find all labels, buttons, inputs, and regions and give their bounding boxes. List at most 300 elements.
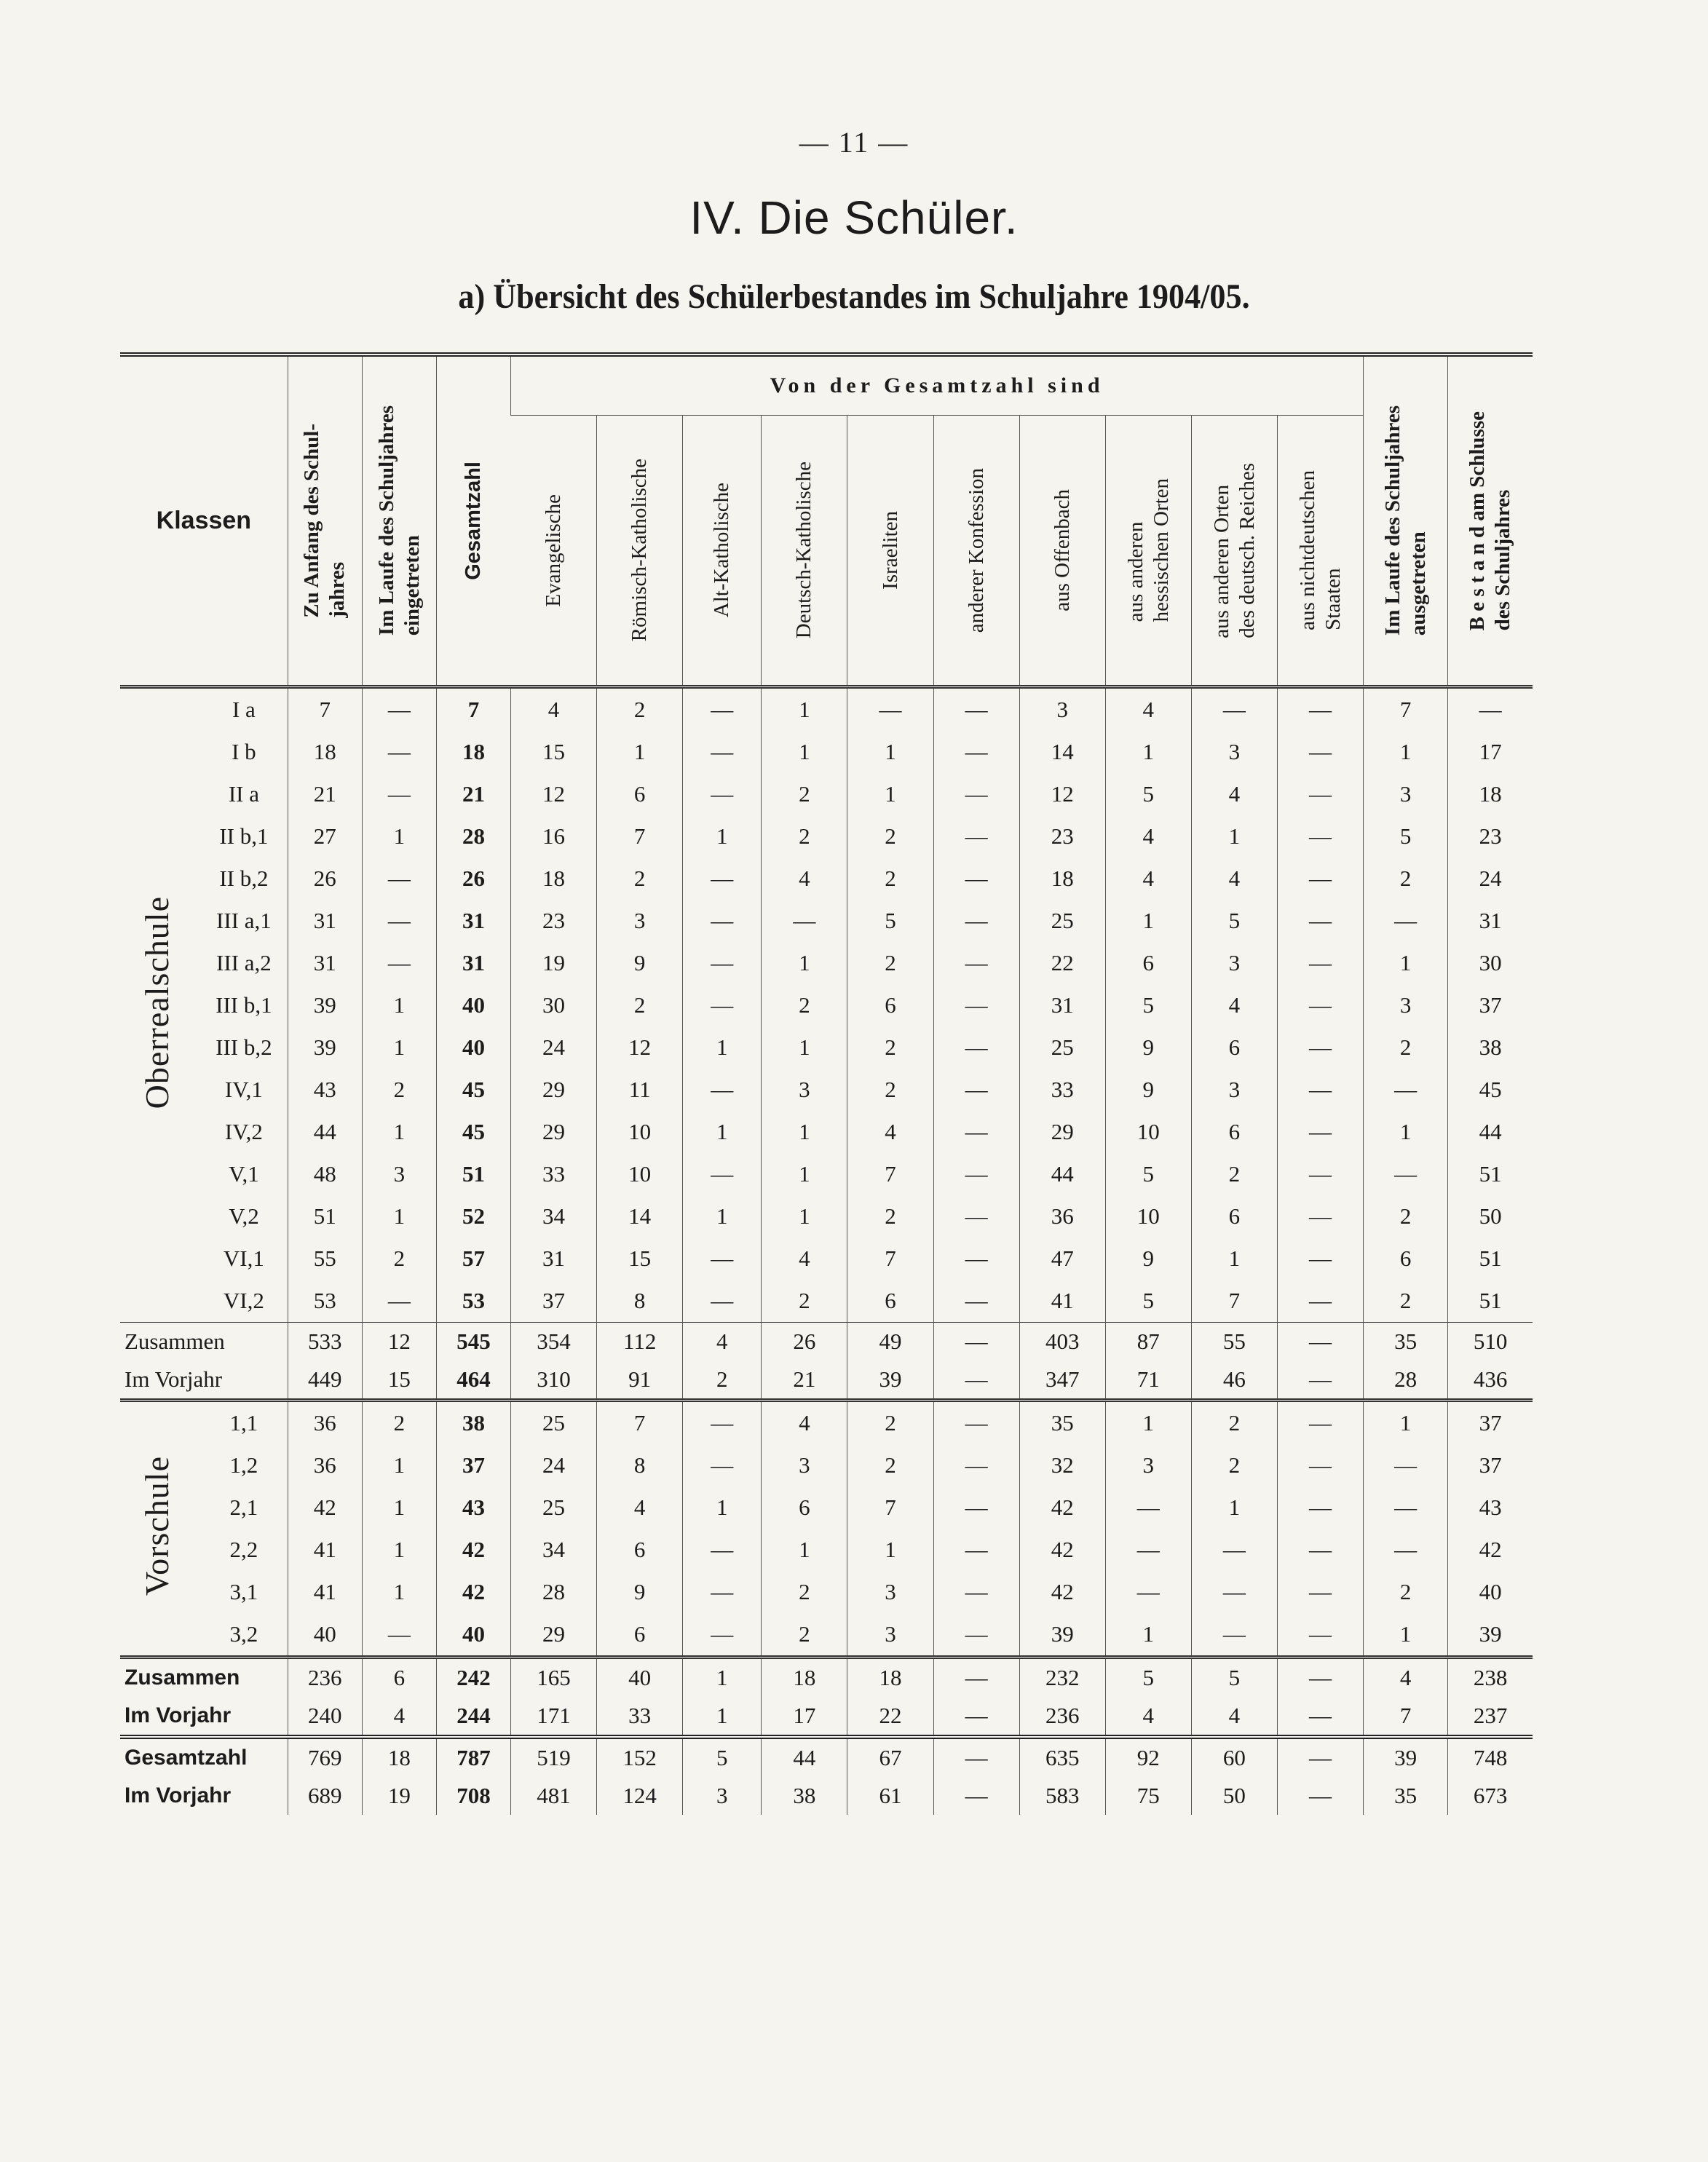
table-cell: 42 [1019, 1529, 1105, 1571]
student-overview-table-wrapper [120, 352, 1533, 1815]
table-cell: — [933, 1486, 1019, 1529]
table-cell: — [933, 1571, 1019, 1613]
table-cell: — [1277, 1323, 1363, 1361]
table-cell: 124 [597, 1777, 683, 1815]
table-cell: 43 [288, 1069, 362, 1111]
table-cell: — [933, 1069, 1019, 1111]
table-cell: 4 [762, 858, 847, 900]
header-israeliten: Israeliten [847, 416, 933, 687]
header-alt: Alt-Katholische [683, 416, 762, 687]
table-cell: 44 [1019, 1153, 1105, 1195]
table-cell: 15 [511, 731, 597, 773]
table-cell: 1 [683, 1195, 762, 1238]
table-cell: 244 [436, 1697, 510, 1737]
table-cell: 36 [288, 1401, 362, 1445]
table-subtitle: a) Übersicht des Schülerbestandes im Schuljahre 1904/05. [458, 277, 1250, 316]
table-cell: 1 [1364, 942, 1448, 984]
table-cell: 53 [436, 1280, 510, 1323]
table-cell: 31 [1019, 984, 1105, 1026]
table-cell: 1 [683, 1697, 762, 1737]
table-cell: 449 [288, 1361, 362, 1401]
table-cell: — [683, 687, 762, 732]
table-cell: 40 [1448, 1571, 1533, 1613]
table-cell: 1 [362, 1571, 436, 1613]
table-cell: 238 [1448, 1658, 1533, 1698]
table-cell: 171 [511, 1697, 597, 1737]
table-cell: — [933, 1658, 1019, 1698]
class-name: II a [228, 781, 259, 807]
table-cell: — [362, 731, 436, 773]
table-cell: 2 [847, 1401, 933, 1445]
table-cell: — [1448, 687, 1533, 732]
table-cell: 1 [362, 1026, 436, 1069]
table-cell: 44 [762, 1737, 847, 1777]
class-name: III b,2 [216, 1034, 272, 1060]
table-cell: 35 [1019, 1401, 1105, 1445]
table-cell: 31 [1448, 900, 1533, 942]
table-cell: 2 [1364, 1195, 1448, 1238]
table-cell: 31 [288, 900, 362, 942]
class-name: I a [193, 687, 288, 732]
table-cell: 7 [847, 1486, 933, 1529]
table-cell: 52 [436, 1195, 510, 1238]
table-cell: 4 [1191, 773, 1277, 815]
table-cell: 26 [288, 858, 362, 900]
table-cell: — [933, 1111, 1019, 1153]
table-row [120, 1111, 1533, 1153]
header-ausgetreten: Im Laufe des Schuljahres ausgetreten [1364, 355, 1448, 687]
summary-label: Gesamtzahl [120, 1737, 288, 1777]
table-cell: 112 [597, 1323, 683, 1361]
table-cell: 14 [1019, 731, 1105, 773]
table-cell: 5 [683, 1737, 762, 1777]
table-cell: 39 [288, 984, 362, 1026]
table-cell: 7 [436, 687, 510, 732]
class-name: 3,2 [229, 1621, 258, 1647]
class-name: IV,2 [224, 1119, 263, 1144]
table-cell: 5 [1191, 900, 1277, 942]
table-cell: 31 [436, 942, 510, 984]
table-cell: — [1277, 773, 1363, 815]
table-cell: 1 [362, 815, 436, 858]
table-cell: 1 [847, 731, 933, 773]
table-cell: 22 [1019, 942, 1105, 984]
table-cell: — [362, 900, 436, 942]
table-cell: — [683, 900, 762, 942]
table-cell: — [362, 1613, 436, 1658]
table-cell: 34 [511, 1195, 597, 1238]
table-cell: 1 [362, 1529, 436, 1571]
table-row [120, 773, 1533, 815]
table-cell: 31 [511, 1238, 597, 1280]
table-cell: 3 [847, 1571, 933, 1613]
table-cell: 15 [597, 1238, 683, 1280]
table-cell: 2 [847, 1069, 933, 1111]
table-cell: 45 [436, 1069, 510, 1111]
table-cell: 53 [288, 1280, 362, 1323]
table-cell: 4 [1191, 984, 1277, 1026]
summary-label: Zusammen [120, 1323, 288, 1361]
summary-label: Zusammen [120, 1658, 288, 1698]
table-cell: 3 [1191, 942, 1277, 984]
header-nichtdeutschen: aus nichtdeutschen Staaten [1277, 416, 1363, 687]
table-cell: 1 [762, 1026, 847, 1069]
table-cell: — [683, 1153, 762, 1195]
table-cell: 4 [1191, 1697, 1277, 1737]
table-cell: 4 [1105, 815, 1191, 858]
summary-label: Im Vorjahr [124, 1366, 223, 1392]
table-cell: 42 [436, 1529, 510, 1571]
table-cell: 1 [597, 731, 683, 773]
table-cell: 37 [511, 1280, 597, 1323]
table-cell: — [1191, 1529, 1277, 1571]
table-cell: 5 [1105, 1280, 1191, 1323]
table-cell: 4 [683, 1323, 762, 1361]
table-cell: 35 [1364, 1777, 1448, 1815]
table-cell: 18 [847, 1658, 933, 1698]
table-cell: 236 [1019, 1697, 1105, 1737]
table-cell: 10 [1105, 1195, 1191, 1238]
table-cell: 1 [683, 815, 762, 858]
table-cell: 26 [762, 1323, 847, 1361]
table-cell: 1 [762, 1111, 847, 1153]
table-cell: — [933, 687, 1019, 732]
table-cell: — [1277, 687, 1363, 732]
header-evangelische: Evangelische [541, 494, 565, 607]
table-cell: 57 [436, 1238, 510, 1280]
table-cell: 12 [362, 1323, 436, 1361]
table-cell: 1 [362, 1195, 436, 1238]
table-cell: — [683, 984, 762, 1026]
table-cell: — [1277, 1153, 1363, 1195]
summary-row [120, 1737, 1533, 1777]
table-cell: — [1277, 1658, 1363, 1698]
table-cell: 15 [362, 1361, 436, 1401]
table-cell: — [1364, 1486, 1448, 1529]
table-cell: 9 [1105, 1238, 1191, 1280]
table-row [120, 687, 1533, 732]
table-cell: 673 [1448, 1777, 1533, 1815]
table-row [120, 1486, 1533, 1529]
table-cell: 3 [362, 1153, 436, 1195]
table-cell: 23 [1448, 815, 1533, 858]
summary-label: Im Vorjahr [124, 1783, 232, 1807]
table-cell: — [683, 1613, 762, 1658]
table-cell: 40 [436, 1613, 510, 1658]
summary-row [120, 1658, 1533, 1698]
table-cell: 42 [436, 1571, 510, 1613]
table-cell: 12 [597, 1026, 683, 1069]
table-cell: — [933, 1280, 1019, 1323]
table-cell: 17 [762, 1697, 847, 1737]
table-cell: — [1277, 984, 1363, 1026]
table-cell: 39 [847, 1361, 933, 1401]
table-cell: 5 [847, 900, 933, 942]
table-cell: 2 [762, 984, 847, 1026]
table-cell: 40 [597, 1658, 683, 1698]
table-cell: 2 [597, 687, 683, 732]
table-cell: 5 [1105, 773, 1191, 815]
table-row [120, 1238, 1533, 1280]
table-cell: 2 [362, 1401, 436, 1445]
table-cell: 27 [288, 815, 362, 858]
table-cell: 8 [597, 1444, 683, 1486]
table-cell: 1 [1105, 731, 1191, 773]
table-row [120, 1401, 1533, 1445]
table-cell: 19 [511, 942, 597, 984]
table-cell: 7 [597, 1401, 683, 1445]
table-cell: — [1191, 1571, 1277, 1613]
table-cell: 92 [1105, 1737, 1191, 1777]
table-cell: 519 [511, 1737, 597, 1777]
class-name: 3,1 [229, 1579, 258, 1604]
table-cell: 2 [1364, 1280, 1448, 1323]
table-cell: 4 [1191, 858, 1277, 900]
table-cell: 545 [436, 1323, 510, 1361]
table-cell: 38 [436, 1401, 510, 1445]
table-cell: — [933, 1697, 1019, 1737]
table-cell: — [1364, 1529, 1448, 1571]
table-cell: 34 [511, 1529, 597, 1571]
table-cell: — [933, 1777, 1019, 1815]
table-cell: 39 [1364, 1737, 1448, 1777]
table-cell: — [1277, 1444, 1363, 1486]
table-cell: 48 [288, 1153, 362, 1195]
table-cell: 22 [847, 1697, 933, 1737]
table-cell: 25 [1019, 1026, 1105, 1069]
table-cell: 1 [1191, 1486, 1277, 1529]
table-cell: 1 [847, 773, 933, 815]
table-cell: 55 [1191, 1323, 1277, 1361]
table-cell: 29 [511, 1111, 597, 1153]
table-cell: 4 [511, 687, 597, 732]
table-cell: 2 [762, 1280, 847, 1323]
table-cell: 51 [1448, 1238, 1533, 1280]
table-cell: 1 [1191, 1238, 1277, 1280]
header-offenbach: aus Offenbach [1019, 416, 1105, 687]
table-cell: — [933, 942, 1019, 984]
table-cell: — [933, 1737, 1019, 1777]
table-cell: 37 [1448, 1401, 1533, 1445]
table-row [120, 1153, 1533, 1195]
table-cell: 3 [1191, 1069, 1277, 1111]
table-cell: — [1277, 731, 1363, 773]
table-cell: 29 [511, 1613, 597, 1658]
page-number: — 11 — [799, 126, 909, 159]
table-cell: 3 [1364, 984, 1448, 1026]
table-cell: — [1277, 1571, 1363, 1613]
table-cell: 21 [288, 773, 362, 815]
table-cell: 6 [1191, 1111, 1277, 1153]
header-deutsch: Deutsch-Katholische [762, 416, 847, 687]
table-body [120, 687, 1533, 1815]
summary-row [120, 1323, 1533, 1361]
class-name: III b,1 [216, 992, 272, 1018]
table-cell: — [933, 1361, 1019, 1401]
table-cell: 42 [288, 1486, 362, 1529]
table-cell: 6 [847, 1280, 933, 1323]
table-cell: 25 [511, 1486, 597, 1529]
table-cell: 1 [1364, 1613, 1448, 1658]
table-cell: 7 [597, 815, 683, 858]
table-cell: 6 [1191, 1195, 1277, 1238]
table-cell: — [1364, 900, 1448, 942]
table-cell: 40 [436, 1026, 510, 1069]
table-row [120, 1195, 1533, 1238]
table-cell: — [933, 1153, 1019, 1195]
table-cell: — [362, 1280, 436, 1323]
table-cell: 1 [762, 1195, 847, 1238]
table-row [120, 815, 1533, 858]
table-cell: 7 [847, 1153, 933, 1195]
table-cell: 510 [1448, 1323, 1533, 1361]
table-cell: — [683, 858, 762, 900]
table-cell: 3 [1191, 731, 1277, 773]
table-cell: — [1364, 1069, 1448, 1111]
table-row [120, 1444, 1533, 1486]
class-name: II b,2 [219, 866, 269, 891]
table-cell: 36 [288, 1444, 362, 1486]
table-cell: — [1105, 1529, 1191, 1571]
table-cell: — [847, 687, 933, 732]
table-cell: 7 [847, 1238, 933, 1280]
table-cell: 6 [362, 1658, 436, 1698]
table-cell: 2 [847, 815, 933, 858]
table-cell: 21 [762, 1361, 847, 1401]
table-cell: 30 [511, 984, 597, 1026]
table-cell: — [1191, 687, 1277, 732]
group-label-vorschule [120, 1401, 193, 1658]
table-cell: — [683, 1401, 762, 1445]
table-cell: 310 [511, 1361, 597, 1401]
table-cell: 8 [597, 1280, 683, 1323]
table-cell: 1 [762, 731, 847, 773]
table-cell: — [683, 1069, 762, 1111]
table-cell: 1 [1105, 900, 1191, 942]
table-cell: 1 [1105, 1401, 1191, 1445]
table-cell: 61 [847, 1777, 933, 1815]
table-cell: 1 [762, 942, 847, 984]
table-cell: 50 [1191, 1777, 1277, 1815]
table-cell: 436 [1448, 1361, 1533, 1401]
table-cell: 1 [683, 1658, 762, 1698]
class-name: IV,1 [224, 1077, 263, 1102]
table-cell: 33 [1019, 1069, 1105, 1111]
table-cell: 37 [1448, 1444, 1533, 1486]
table-cell: 6 [1364, 1238, 1448, 1280]
class-name: I b [232, 739, 256, 764]
table-cell: 39 [288, 1026, 362, 1069]
table-cell: — [933, 1323, 1019, 1361]
table-cell: 3 [1019, 687, 1105, 732]
table-row [120, 858, 1533, 900]
table-cell: 25 [1019, 900, 1105, 942]
table-row [120, 984, 1533, 1026]
table-row [120, 1069, 1533, 1111]
header-reiches: aus anderen Orten des deutsch. Reiches [1191, 416, 1277, 687]
table-cell: 45 [436, 1111, 510, 1153]
header-roemisch: Römisch-Katholische [597, 416, 683, 687]
table-cell: — [683, 942, 762, 984]
table-cell: — [1277, 858, 1363, 900]
table-cell: 29 [511, 1069, 597, 1111]
table-cell: — [933, 731, 1019, 773]
table-cell: 46 [1191, 1361, 1277, 1401]
table-cell: 3 [1105, 1444, 1191, 1486]
table-cell: — [1277, 1195, 1363, 1238]
table-cell: — [1277, 1486, 1363, 1529]
table-cell: 1 [362, 984, 436, 1026]
table-cell: 45 [1448, 1069, 1533, 1111]
table-cell: 24 [511, 1444, 597, 1486]
table-cell: — [1277, 1737, 1363, 1777]
table-cell: 18 [1019, 858, 1105, 900]
table-cell: — [1105, 1486, 1191, 1529]
table-cell: 2 [1364, 1571, 1448, 1613]
table-cell: 41 [288, 1571, 362, 1613]
table-cell: 40 [436, 984, 510, 1026]
table-cell: — [933, 1529, 1019, 1571]
table-cell: 42 [1019, 1571, 1105, 1613]
table-cell: 2 [847, 858, 933, 900]
table-cell: 9 [597, 1571, 683, 1613]
class-name: 2,2 [229, 1537, 258, 1562]
table-cell: 2 [847, 1444, 933, 1486]
table-cell: 10 [597, 1111, 683, 1153]
table-cell: 17 [1448, 731, 1533, 773]
table-cell: 2 [362, 1238, 436, 1280]
summary-row [120, 1697, 1533, 1737]
table-cell: 51 [436, 1153, 510, 1195]
table-cell: — [1105, 1571, 1191, 1613]
table-cell: 1 [1191, 815, 1277, 858]
table-cell: — [1277, 1280, 1363, 1323]
table-cell: — [1277, 1401, 1363, 1445]
header-gesamtzahl: Gesamtzahl [436, 355, 510, 687]
table-cell: 28 [511, 1571, 597, 1613]
table-cell: — [1277, 942, 1363, 984]
table-cell: 41 [288, 1529, 362, 1571]
table-cell: 91 [597, 1361, 683, 1401]
table-cell: — [362, 773, 436, 815]
table-cell: — [683, 1238, 762, 1280]
table-cell: 7 [288, 687, 362, 732]
table-cell: — [683, 731, 762, 773]
table-cell: 51 [288, 1195, 362, 1238]
table-cell: 1 [1364, 1111, 1448, 1153]
table-cell: 481 [511, 1777, 597, 1815]
table-cell: 18 [436, 731, 510, 773]
table-cell: 30 [1448, 942, 1533, 984]
table-cell: 6 [597, 1529, 683, 1571]
class-name: II b,1 [219, 823, 269, 849]
table-cell: 25 [511, 1401, 597, 1445]
table-cell: 87 [1105, 1323, 1191, 1361]
table-row [120, 1613, 1533, 1658]
table-cell: 1 [762, 1529, 847, 1571]
table-cell: 1 [1105, 1613, 1191, 1658]
table-cell: 4 [762, 1238, 847, 1280]
student-overview-table [120, 352, 1533, 1815]
table-row [120, 1280, 1533, 1323]
table-cell: 42 [1448, 1529, 1533, 1571]
class-name: V,1 [229, 1161, 259, 1187]
table-cell: 2 [847, 1195, 933, 1238]
table-cell: 44 [1448, 1111, 1533, 1153]
table-cell: 75 [1105, 1777, 1191, 1815]
table-cell: 31 [436, 900, 510, 942]
table-cell: 6 [1191, 1026, 1277, 1069]
